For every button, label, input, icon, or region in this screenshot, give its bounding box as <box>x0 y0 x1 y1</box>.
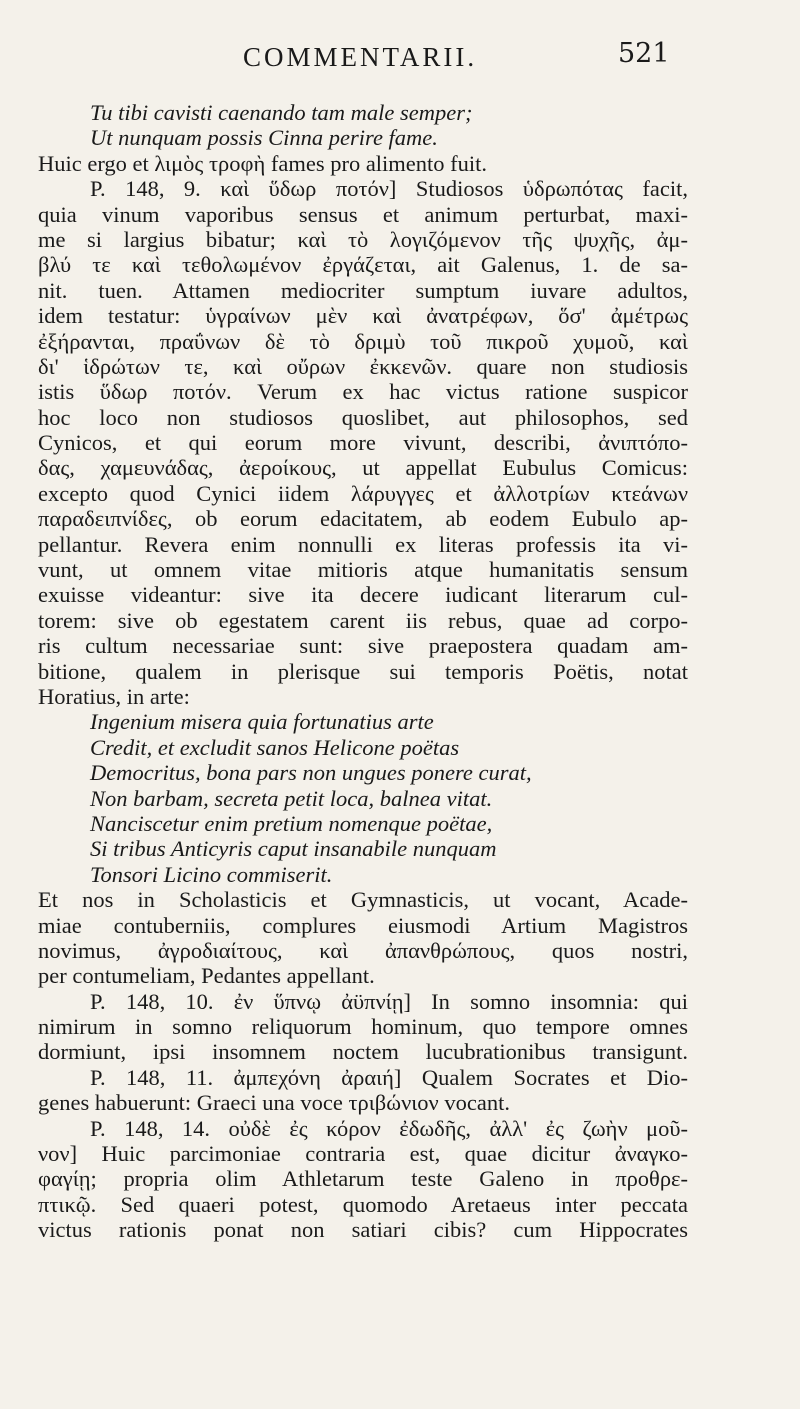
text-line: P. 148, 9. καὶ ὕδωρ ποτόν] Studiosos ὑδρωπότας facit, <box>90 176 688 202</box>
text-line: nit. tuen. Attamen mediocriter sumptum iuvare adultos, <box>38 277 688 303</box>
page-number: 521 <box>618 38 670 69</box>
text-line: Horatius, in arte: <box>38 683 190 709</box>
text-line: victus rationis ponat non satiari cibis? cum Hippocrates <box>38 1217 688 1243</box>
text-line: P. 148, 11. ἀμπεχόνη ἀραιή] Qualem Socrates et Dio- <box>90 1064 688 1090</box>
verse-line: Ut nunquam possis Cinna perire fame. <box>90 125 438 151</box>
running-head <box>38 38 692 78</box>
text-line: quia vinum vaporibus sensus et animum perturbat, maxi- <box>38 201 688 227</box>
verse-line: Democritus, bona pars non ungues ponere curat, <box>90 760 532 786</box>
verse-line: Credit, et excludit sanos Helicone poëtas <box>90 734 460 760</box>
text-line: excepto quod Cynici iidem λάρυγγες et ἀλλοτρίων κτεάνων <box>38 480 688 506</box>
text-line: δι' ἱδρώτων τε, καὶ οὔρων ἐκκενῶν. quare non studiosis <box>38 353 688 379</box>
text-line: ris cultum necessariae sunt: sive praepostera quadam am- <box>38 633 688 659</box>
text-line: nimirum in somno reliquorum hominum, quo tempore omnes <box>38 1014 688 1040</box>
verse-line: Tonsori Licino commiserit. <box>90 861 333 887</box>
text-line: ἐξήρανται, πραΰνων δὲ τὸ δριμὺ τοῦ πικροῦ χυμοῦ, καὶ <box>38 328 688 354</box>
text-line: genes habuerunt: Graeci una voce τριβώνιον vocant. <box>38 1090 510 1116</box>
text-line: dormiunt, ipsi insomnem noctem lucubrationibus transigunt. <box>38 1039 688 1065</box>
text-line: pellantur. Revera enim nonnulli ex literas professis ita vi- <box>38 531 688 557</box>
verse-line: Nanciscetur enim pretium nomenque poëtae, <box>90 810 493 836</box>
text-line: vunt, ut omnem vitae mitioris atque humanitatis sensum <box>38 557 688 583</box>
text-line: βλύ τε καὶ τεθολωμένον ἐργάζεται, ait Galenus, 1. de sa- <box>38 252 688 278</box>
verse-line: Non barbam, secreta petit loca, balnea vitat. <box>90 785 493 811</box>
text-line: δας, χαμευνάδας, ἀεροίκους, ut appellat Eubulus Comicus: <box>38 455 688 481</box>
text-line: φαγίῃ; propria olim Athletarum teste Galeno in προθρε- <box>38 1166 688 1192</box>
text-line: πτικῷ. Sed quaeri potest, quomodo Aretaeus inter peccata <box>38 1191 688 1217</box>
text-line: Et nos in Scholasticis et Gymnasticis, ut vocant, Acade- <box>38 887 688 913</box>
text-line: νον] Huic parcimoniae contraria est, quae dicitur ἀναγκο- <box>38 1141 688 1167</box>
text-line: παραδειπνίδες, ob eorum edacitatem, ab eodem Eubulo ap- <box>38 506 688 532</box>
text-line: exuisse videantur: sive ita decere iudicant literarum cul- <box>38 582 688 608</box>
verse-line: Ingenium misera quia fortunatius arte <box>90 709 434 735</box>
text-line: bitione, qualem in plerisque sui temporis Poëtis, notat <box>38 658 688 684</box>
text-line: me si largius bibatur; καὶ τὸ λογιζόμενον τῆς ψυχῆς, ἀμ- <box>38 226 688 252</box>
text-line: idem testatur: ὑγραίνων μὲν καὶ ἀνατρέφων, ὅσ' ἀμέτρως <box>38 303 688 329</box>
text-line: istis ὕδωρ ποτόν. Verum ex hac victus ratione suspicor <box>38 379 688 405</box>
text-line: miae contuberniis, complures eiusmodi Artium Magistros <box>38 912 688 938</box>
text-line: novimus, ἀγροδιαίτους, καὶ ἀπανθρώπους, quos nostri, <box>38 937 688 963</box>
text-line: torem: sive ob egestatem carent iis rebus, quae ad corpo- <box>38 607 688 633</box>
running-title: COMMENTARII. <box>243 42 478 72</box>
text-line: hoc loco non studiosos quoslibet, aut philosophos, sed <box>38 404 688 430</box>
text-line: per contumeliam, Pedantes appellant. <box>38 963 375 989</box>
verse-line: Si tribus Anticyris caput insanabile nunquam <box>90 836 497 862</box>
verse-line: Tu tibi cavisti caenando tam male semper; <box>90 100 473 125</box>
text-line: P. 148, 10. ἐν ὕπνῳ ἀϋπνίῃ] In somno insomnia: qui <box>90 988 688 1014</box>
commentary-text <box>38 100 692 1243</box>
text-line: Huic ergo et λιμὸς τροφὴ fames pro alimento fuit. <box>38 150 488 176</box>
text-line: P. 148, 14. οὐδὲ ἐς κόρον ἐδωδῆς, ἀλλ' ἐς ζωὴν μοῦ- <box>90 1115 688 1141</box>
text-line: Cynicos, et qui eorum more vivunt, describi, ἀνιπτόπο- <box>38 430 688 456</box>
